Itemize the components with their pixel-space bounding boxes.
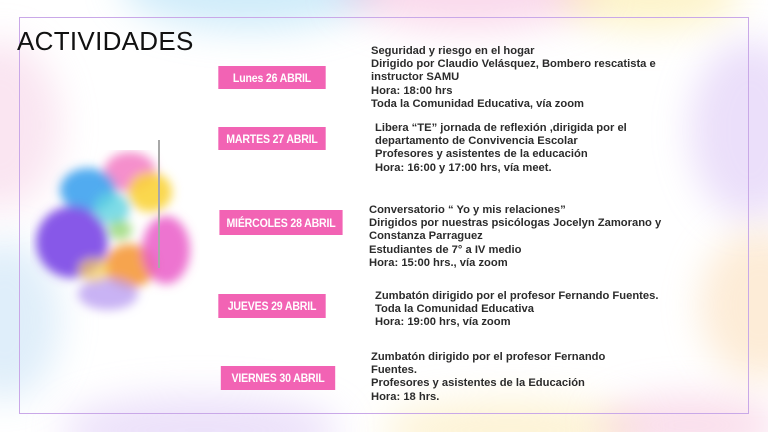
- day-badge-wednesday: MIÉRCOLES 28 ABRIL: [219, 210, 342, 235]
- activity-line: Fuentes.: [371, 364, 418, 377]
- activity-thursday: [375, 290, 658, 330]
- activity-line: Profesores y asistentes de la educación: [375, 148, 588, 161]
- activity-tuesday: [375, 122, 627, 175]
- day-badge-thursday: JUEVES 29 ABRIL: [218, 294, 325, 318]
- splash-green: [108, 220, 132, 240]
- day-badge-monday: Lunes 26 ABRIL: [218, 66, 325, 89]
- activity-line: Profesores y asistentes de la Educación: [371, 377, 585, 390]
- splash-yellow: [128, 172, 172, 212]
- activity-line: Constanza Parraguez: [369, 230, 483, 243]
- activity-line: Zumbatón dirigido por el profesor Fernando: [371, 351, 606, 363]
- divider-line: [158, 140, 160, 268]
- activity-line: Conversatorio “ Yo y mis relaciones”: [369, 204, 566, 216]
- activity-line: Hora: 18:00 hrs: [371, 84, 453, 97]
- activity-line: Dirigido por Claudio Velásquez, Bombero rescatista e: [371, 58, 656, 71]
- day-badge-tuesday: MARTES 27 ABRIL: [218, 127, 325, 150]
- activity-line: Toda la Comunidad Educativa: [375, 303, 534, 316]
- activity-wednesday: [369, 204, 661, 270]
- activity-line: instructor SAMU: [371, 71, 460, 84]
- activity-line: departamento de Convivencia Escolar: [375, 135, 578, 148]
- activity-line: Hora: 18 hrs.: [371, 390, 440, 403]
- page-title: ACTIVIDADES: [17, 26, 194, 56]
- activity-line: Libera “TE” jornada de reflexión ,dirigida por el: [375, 122, 627, 134]
- activity-line: Hora: 15:00 hrs., vía zoom: [369, 256, 508, 269]
- watercolor-splash-image: [30, 150, 200, 320]
- splash-yellow-low: [78, 258, 110, 282]
- activity-line: Hora: 19:00 hrs, vía zoom: [375, 316, 511, 329]
- activity-line: Seguridad y riesgo en el hogar: [371, 45, 535, 57]
- activity-line: Hora: 16:00 y 17:00 hrs, vía meet.: [375, 161, 552, 174]
- activity-line: Estudiantes de 7° a IV medio: [369, 243, 522, 256]
- activity-friday: [371, 351, 605, 404]
- activity-line: Toda la Comunidad Educativa, vía zoom: [371, 97, 585, 110]
- activity-line: Dirigidos por nuestras psicólogas Jocelyn Zamorano y: [369, 217, 662, 230]
- splash-magenta: [142, 216, 190, 284]
- day-badge-friday: VIERNES 30 ABRIL: [221, 366, 335, 390]
- splash-lavender: [78, 278, 138, 310]
- activity-line: Zumbatón dirigido por el profesor Fernando Fuentes.: [375, 290, 659, 302]
- activity-monday: [371, 45, 656, 111]
